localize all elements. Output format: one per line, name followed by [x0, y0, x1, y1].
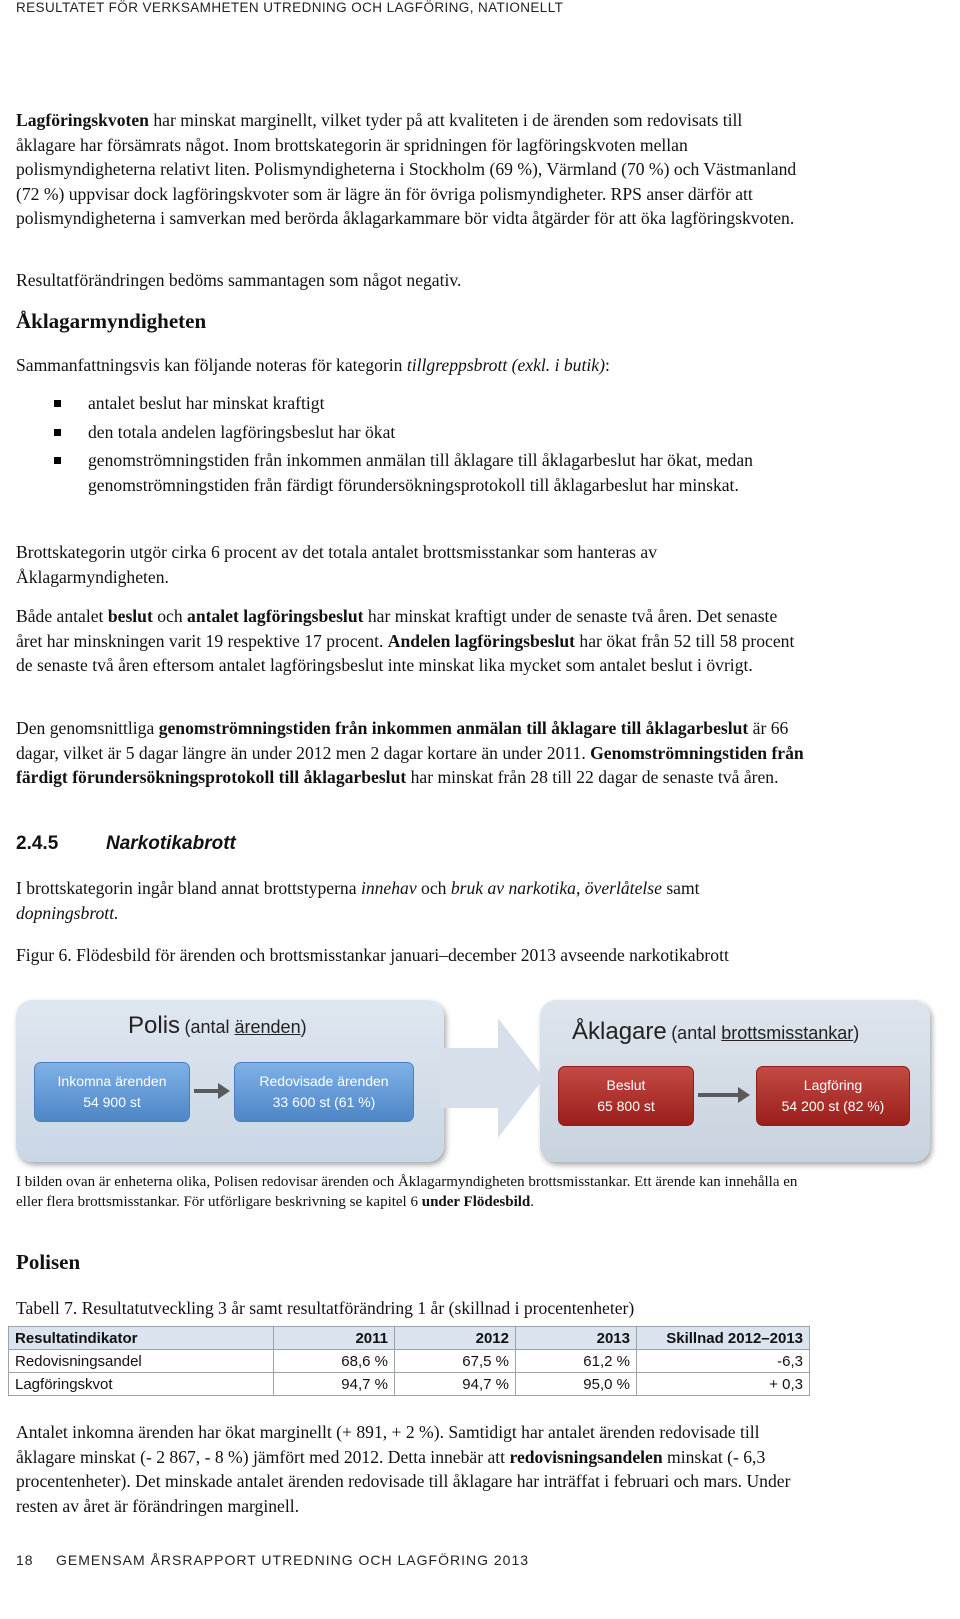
table-header-row — [9, 1327, 810, 1350]
paragraph-inkomna — [16, 1420, 806, 1518]
list-item-text: antalet beslut har minskat kraftigt — [88, 393, 325, 413]
subtitle-text: ) — [300, 1017, 307, 1037]
paragraph-text: samt — [661, 878, 700, 898]
table-cell: + 0,3 — [637, 1373, 810, 1396]
table-cell: 61,2 % — [516, 1350, 637, 1373]
flow-arrow-icon — [218, 1083, 230, 1099]
subtitle-text: (antal — [184, 1017, 235, 1037]
subtitle-underlined: ärenden — [234, 1017, 301, 1037]
table-caption: Tabell 7. Resultatutveckling 3 år samt resultatförändring 1 år (skillnad i procentenheter) — [16, 1298, 635, 1318]
paragraph-text: har ökat från 52 till 58 procent de senaste två åren eftersom antalet lagföringsbeslut inte minskat lika mycket som antalet beslut i övrigt. — [16, 630, 795, 675]
inkomna-arenden-box — [34, 1062, 190, 1122]
list-item-text: genomströmningstiden från inkommen anmälan till åklagare till åklagarbeslut har ökat, medan genomströmningstiden från färdigt förundersökningsprotokoll till åklagarbeslut har minskat. — [88, 450, 753, 495]
bullet-icon — [54, 457, 61, 464]
diagram-note — [16, 1172, 806, 1212]
paragraph-genomstromningstid — [16, 716, 806, 790]
aklagare-title-text: Åklagare — [572, 1018, 667, 1045]
paragraph-summary — [16, 353, 806, 378]
bold-term: beslut — [107, 606, 153, 626]
table-cell: 67,5 % — [395, 1350, 516, 1373]
paragraph-beslut — [16, 604, 806, 678]
bold-term: Genomströmningstiden från färdigt förundersökningsprotokoll till åklagarbeslut — [16, 742, 804, 787]
column-header: Skillnad 2012–2013 — [637, 1327, 810, 1350]
polis-subtitle — [184, 1017, 306, 1037]
column-header: Resultatindikator — [9, 1327, 274, 1350]
paragraph-text: är 66 dagar, vilket är 5 dagar längre än under 2012 men 2 dagar kortare än under 2011. — [16, 718, 789, 763]
bold-term: Lagföringskvoten — [16, 110, 149, 130]
box-label: Lagföring — [803, 1077, 863, 1093]
heading-polisen: Polisen — [16, 1250, 81, 1274]
box-value: 65 800 st — [597, 1098, 655, 1114]
panel-connector — [440, 1048, 500, 1108]
paragraph-brottskategori: Brottskategorin utgör cirka 6 procent av det totala antalet brottsmisstankar som hanteras av Åklagarmyndigheten. — [16, 542, 658, 587]
italic-term: dopningsbrott. — [16, 902, 119, 923]
italic-term: innehav — [360, 878, 417, 898]
subtitle-text: ) — [853, 1023, 860, 1043]
paragraph-text: har minskat kraftigt under de senaste två åren. Det senaste året har minskningen varit 19 respektive 17 procent. — [16, 606, 778, 651]
paragraph-text: : — [604, 355, 610, 375]
paragraph-text: har minskat marginellt, vilket tyder på att kvaliteten i de ärenden som redovisats till åklagare har försämrats något. Inom brottskategorin är spridningen för lagföringskvoten mellan polismyndigheterna relativt liten. Polismyndigheterna i Stockholm (69 %), Värmland (70 %) och Västmanland (72 %) uppvisar dock lagföringskvoter som är lägre än för övriga polismyndigheter. RPS anser därför att polismyndigheterna i samverkan med berörda åklagarkammare bör vidta åtgärder för att öka lagföringskvoten. — [16, 110, 797, 228]
heading-aklagarmyndigheten: Åklagarmyndigheten — [16, 309, 207, 333]
subtitle-text: (antal — [671, 1023, 722, 1043]
bold-term: redovisningsandelen — [509, 1446, 663, 1467]
page-footer — [16, 1552, 529, 1568]
paragraph-text: I brottskategorin ingår bland annat brottstyperna — [16, 878, 361, 898]
paragraph-text: Den genomsnittliga — [16, 718, 159, 738]
aklagare-subtitle — [671, 1023, 859, 1043]
section-number: 2.4.5 — [16, 833, 59, 854]
table-row — [9, 1350, 810, 1373]
running-header: RESULTATET FÖR VERKSAMHETEN UTREDNING OCH LAGFÖRING, NATIONELLT — [16, 0, 564, 15]
paragraph-lagforingskvoten — [16, 108, 806, 231]
section-title: Narkotikabrott — [106, 833, 236, 854]
panel-arrow-icon — [498, 1018, 544, 1138]
list-item — [16, 391, 806, 416]
box-label: Inkomna ärenden — [57, 1073, 167, 1089]
table-cell: 94,7 % — [274, 1373, 395, 1396]
paragraph-text: och — [416, 878, 451, 898]
box-value: 54 200 st (82 %) — [781, 1098, 885, 1114]
bold-term: under Flödesbild — [421, 1194, 531, 1210]
box-label: Beslut — [606, 1077, 646, 1093]
paragraph-result: Resultatförändringen bedöms sammantagen som något negativ. — [16, 270, 462, 290]
bold-term: antalet lagföringsbeslut — [187, 606, 364, 626]
table-cell: Redovisningsandel — [9, 1350, 274, 1373]
page-number: 18 — [16, 1552, 34, 1568]
box-label: Redovisade ärenden — [259, 1073, 389, 1089]
paragraph-text: Sammanfattningsvis kan följande noteras för kategorin — [16, 355, 407, 375]
paragraph-text: och — [152, 606, 188, 626]
paragraph-text: minskat (- 6,3 procentenheter). Det minskade antalet ärenden redovisade till åklagare har inträffat i februari och mars. Under resten av året är förändringen marginell. — [16, 1446, 791, 1516]
column-header: 2013 — [516, 1327, 637, 1350]
subtitle-underlined: brottsmisstankar — [721, 1023, 854, 1043]
italic-term: överlåtelse — [584, 878, 662, 898]
bold-term: genomströmningstiden från inkommen anmälan till åklagare till åklagarbeslut — [158, 718, 749, 738]
list-item — [16, 448, 806, 497]
redovisade-arenden-box — [234, 1062, 414, 1122]
note-text: I bilden ovan är enheterna olika, Polisen redovisar ärenden och Åklagarmyndigheten brottsmisstankar. Ett ärende kan innehålla en eller flera brottsmisstankar. För utförligare beskrivning se kapitel 6 — [16, 1174, 798, 1210]
list-item — [16, 420, 806, 445]
polis-title — [128, 1012, 307, 1040]
aklagare-title — [572, 1018, 859, 1046]
italic-term: tillgreppsbrott (exkl. i butik) — [406, 355, 605, 375]
table-cell: 68,6 % — [274, 1350, 395, 1373]
table-row — [9, 1373, 810, 1396]
results-table — [8, 1326, 810, 1396]
paragraph-text: Antalet inkomna ärenden har ökat marginellt (+ 891, + 2 %). Samtidigt har antalet ärenden redovisade till åklagare minskat (- 2 867, - 8 %) jämfört med 2012. Detta innebär att — [16, 1422, 760, 1467]
italic-term: bruk av narkotika — [450, 878, 576, 898]
table-cell: 94,7 % — [395, 1373, 516, 1396]
column-header: 2012 — [395, 1327, 516, 1350]
beslut-box — [558, 1066, 694, 1126]
bullet-list — [16, 391, 806, 501]
lagforing-box — [756, 1066, 910, 1126]
table-cell: 95,0 % — [516, 1373, 637, 1396]
paragraph-text: , — [575, 878, 585, 898]
table-cell: Lagföringskvot — [9, 1373, 274, 1396]
list-item-text: den totala andelen lagföringsbeslut har ökat — [88, 421, 396, 442]
box-value: 33 600 st (61 %) — [272, 1094, 376, 1110]
table-cell: -6,3 — [637, 1350, 810, 1373]
paragraph-text: har minskat från 28 till 22 dagar de senaste två åren. — [406, 767, 779, 787]
column-header: 2011 — [274, 1327, 395, 1350]
flow-arrow-line — [698, 1093, 740, 1097]
polis-title-text: Polis — [128, 1012, 181, 1039]
flow-arrow-icon — [738, 1087, 750, 1103]
figure-caption: Figur 6. Flödesbild för ärenden och brottsmisstankar januari–december 2013 avseende narkotikabrott — [16, 945, 729, 965]
bullet-icon — [54, 400, 61, 407]
section-heading — [16, 833, 236, 855]
note-text: . — [530, 1194, 534, 1210]
flow-arrow-line — [194, 1089, 220, 1093]
paragraph-narkotika — [16, 876, 806, 925]
box-value: 54 900 st — [83, 1094, 141, 1110]
bullet-icon — [54, 429, 61, 436]
paragraph-text: Både antalet — [16, 606, 108, 626]
footer-title: GEMENSAM ÅRSRAPPORT UTREDNING OCH LAGFÖRING 2013 — [56, 1552, 530, 1568]
bold-term: Andelen lagföringsbeslut — [387, 630, 575, 651]
